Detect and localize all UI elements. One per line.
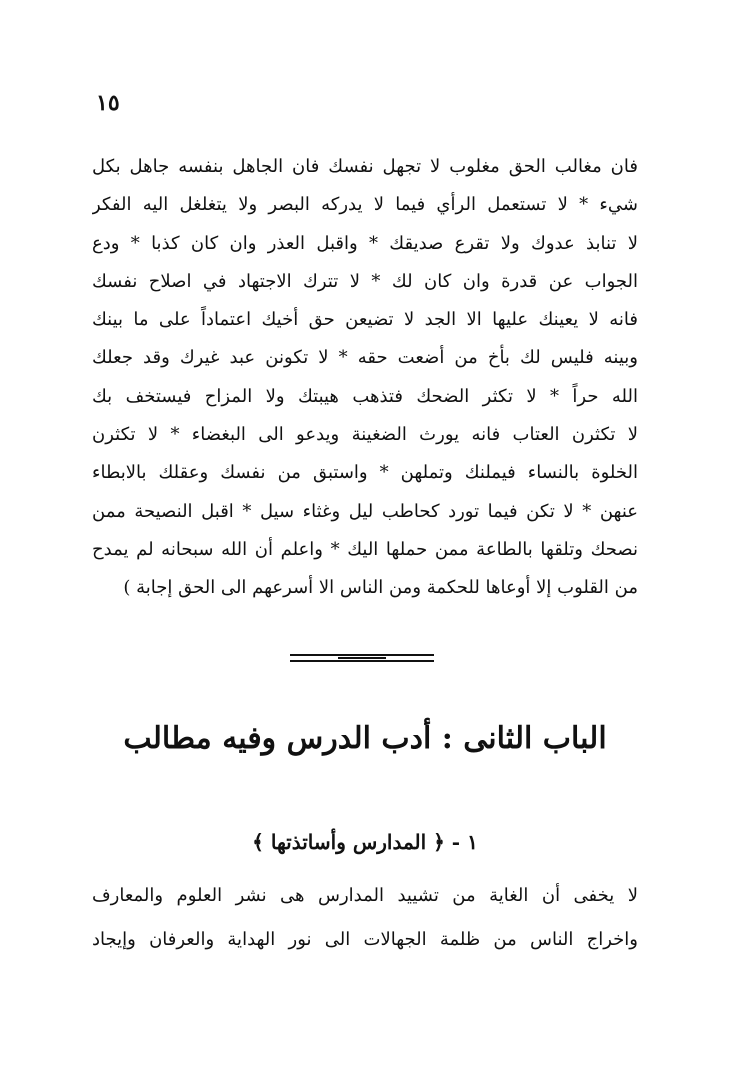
text-line: لا تكثرن العتاب فانه يورث الضغينة ويدعو الى البغضاء * لا تكثرن: [92, 424, 638, 446]
divider-rule-bottom: [290, 660, 434, 662]
divider-rule-middle: [338, 657, 386, 659]
text-line: لا يخفى أن الغاية من تشييد المدارس هى نشر العلوم والمعارف: [92, 885, 638, 906]
text-line: من القلوب إلا أوعاها للحكمة ومن الناس الا أسرعهم الى الحق إجابة ): [123, 577, 638, 599]
text-line: فان مغالب الحق مغلوب لا تجهل نفسك فان الجاهل بنفسه جاهل بكل: [92, 156, 638, 177]
text-line: عنهن * لا تكن فيما تورد كحاطب ليل وغثاء سيل * اقبل النصيحة ممن: [92, 500, 638, 522]
text-line: وبينه فليس لك بأخ من أضعت حقه * لا تكونن عبد غيرك وقد جعلك: [92, 347, 638, 369]
divider-rule-top: [290, 654, 434, 656]
section-divider: [290, 654, 434, 662]
text-line: واخراج الناس من ظلمة الجهالات الى نور الهداية والعرفان وإيجاد: [92, 929, 638, 950]
page-number: ١٥: [96, 90, 120, 116]
body-text: [92, 148, 638, 608]
text-line: الجواب عن قدرة وان كان لك * لا تترك الاجتهاد في اصلاح نفسك: [92, 270, 638, 292]
text-line: شيء * لا تستعمل الرأي فيما لا يدركه البصر ولا يتغلغل اليه الفكر: [92, 194, 638, 216]
text-line: الله حراً * لا تكثر الضحك فتذهب هيبتك ولا المزاح فيستخف بك: [92, 385, 638, 407]
text-line: نصحك وتلقها بالطاعة ممن حملها اليك * واعلم أن الله سبحانه لم يمدح: [92, 538, 638, 560]
chapter-title: الباب الثانى : أدب الدرس وفيه مطالب: [123, 721, 607, 756]
text-line: لا تنابذ عدوك ولا تقرع صديقك * واقبل العذر وان كان كذبا * ودع: [92, 232, 638, 254]
section-body: [92, 874, 638, 962]
text-line: فانه لا يعينك عليها الا الجد لا تضيعن حق أخيك اعتماداً على ما بينك: [92, 309, 638, 331]
section-title: ١ - ﴿ المدارس وأساتذتها ﴾: [252, 830, 478, 854]
text-line: الخلوة بالنساء فيملنك وتملهن * واستبق من نفسك وعقلك بالابطاء: [92, 462, 638, 484]
